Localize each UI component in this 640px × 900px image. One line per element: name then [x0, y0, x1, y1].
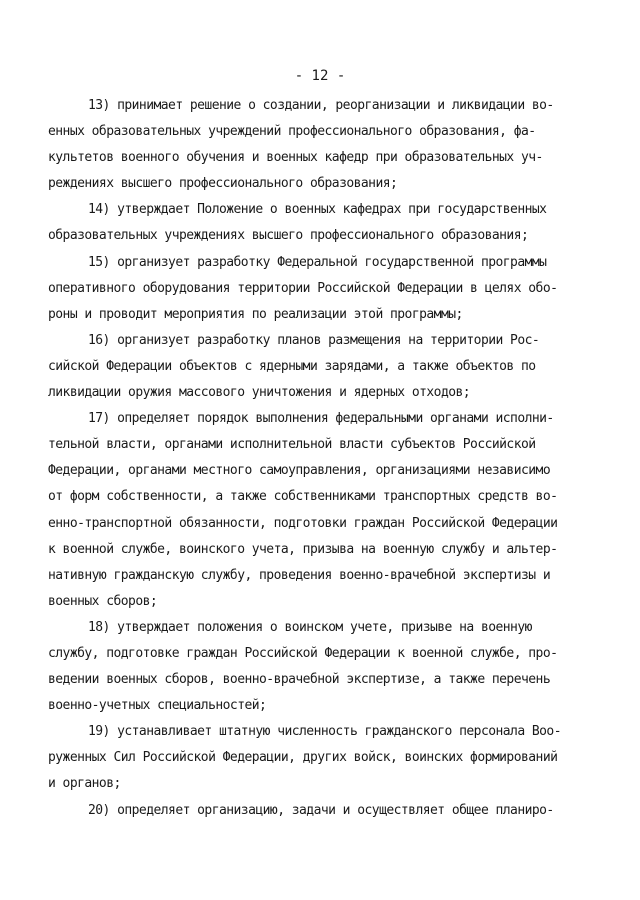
text-line: службу, подготовке граждан Российской Федерации к военной службе, про-	[48, 645, 558, 661]
text-line: нативную гражданскую службу, проведения военно-врачебной экспертизы и	[48, 567, 551, 583]
text-line: 18) утверждает положения о воинском учете, призыве на военную	[88, 619, 532, 635]
text-line: военных сборов;	[48, 593, 158, 609]
text-line: тельной власти, органами исполнительной власти субъектов Российской	[48, 437, 536, 453]
text-line: 16) организует разработку планов размещения на территории Рос-	[88, 332, 540, 348]
text-line: ликвидации оружия массового уничтожения и ядерных отходов;	[48, 385, 471, 401]
text-line: культетов военного обучения и военных кафедр при образовательных уч-	[48, 150, 543, 166]
text-line: к военной службе, воинского учета, призыва на военную службу и альтер-	[48, 541, 558, 557]
text-line: енных образовательных учреждений профессионального образования, фа-	[48, 124, 536, 140]
text-line: 17) определяет порядок выполнения федеральными органами исполни-	[88, 411, 554, 427]
text-line: енно-транспортной обязанности, подготовки граждан Российской Федерации	[48, 515, 558, 531]
text-line: оперативного оборудования территории Российской Федерации в целях обо-	[48, 280, 558, 296]
text-line: ведении военных сборов, военно-врачебной экспертизе, а также перечень	[48, 672, 551, 688]
text-line: 15) организует разработку Федеральной государственной программы	[88, 254, 547, 270]
text-line: 13) принимает решение о создании, реорганизации и ликвидации во-	[88, 98, 554, 113]
text-line: руженных Сил Российской Федерации, других войск, воинских формирований	[48, 750, 558, 766]
text-line: и органов;	[48, 776, 121, 792]
text-line: 20) определяет организацию, задачи и осуществляет общее планиро-	[88, 802, 554, 818]
text-line: Федерации, органами местного самоуправления, организациями независимо	[48, 463, 551, 479]
page-number: - 12 -	[294, 68, 346, 84]
text-line: реждениях высшего профессионального образования;	[48, 176, 398, 192]
text-line: образовательных учреждениях высшего профессионального образования;	[48, 228, 529, 244]
document-body	[48, 93, 590, 824]
text-line: военно-учетных специальностей;	[48, 698, 267, 714]
text-line: сийской Федерации объектов с ядерными зарядами, а также объектов по	[48, 358, 536, 374]
text-line: от форм собственности, а также собственниками транспортных средств во-	[48, 489, 558, 505]
text-line: 14) утверждает Положение о военных кафедрах при государственных	[88, 202, 547, 218]
text-line: 19) устанавливает штатную численность гражданского персонала Воо-	[88, 724, 561, 740]
text-line: роны и проводит мероприятия по реализации этой программы;	[48, 306, 463, 322]
